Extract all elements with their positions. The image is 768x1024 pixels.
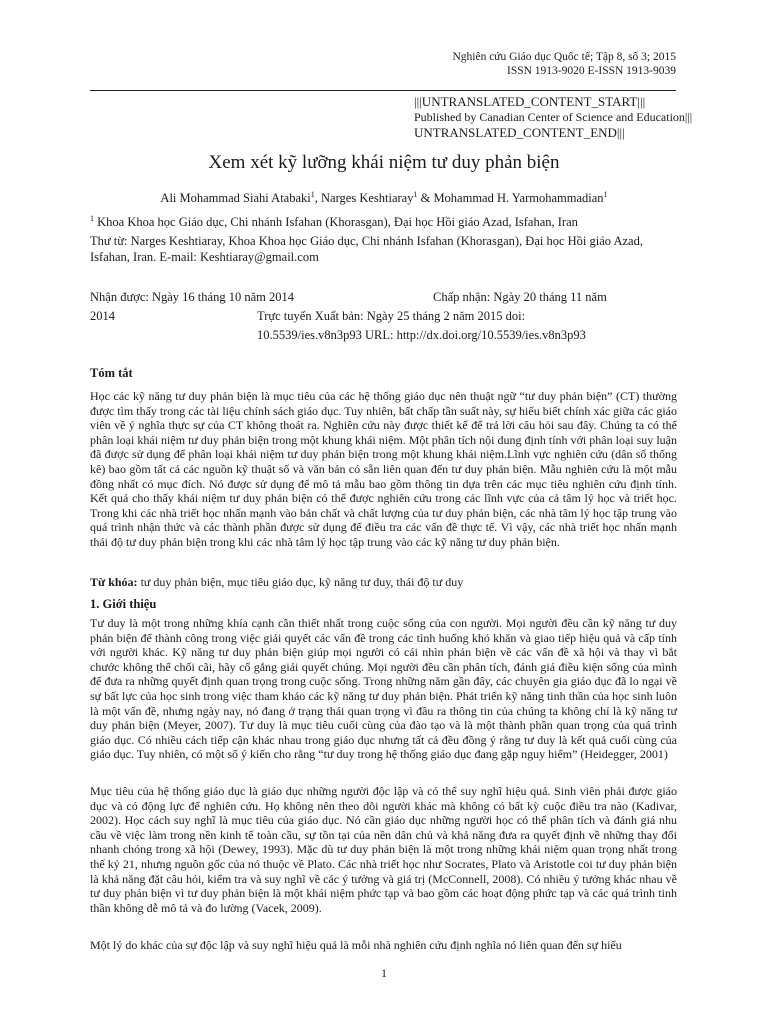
author-list — [0, 190, 768, 206]
intro-paragraph-3: Một lý do khác của sự độc lập và suy nghĩ hiệu quả là mỗi nhà nghiên cứu định nghĩa nó liên quan đến sự hiểu — [90, 938, 622, 952]
abstract-heading: Tóm tắt — [90, 366, 133, 380]
author-affiliation-mark: 1 — [413, 190, 418, 199]
author-name: Ali Mohammad Siahi Atabaki — [160, 191, 311, 206]
section-heading-introduction: 1. Giới thiệu — [90, 597, 157, 611]
author-name: , Narges Keshtiaray — [314, 191, 414, 206]
publisher-line: Published by Canadian Center of Science and Education||| — [414, 110, 693, 124]
paper-title: Xem xét kỹ lưỡng khái niệm tư duy phản biện — [208, 152, 560, 173]
received-date: Nhận được: Ngày 16 tháng 10 năm 2014 — [90, 290, 294, 304]
author-affiliation-mark: 1 — [310, 190, 315, 199]
intro-paragraph-1: Tư duy là một trong những khía cạnh cần thiết nhất trong cuộc sống của con người. Mọi người đều cần kỹ năng tư duy phản biện để thành công trong việc giải quyết các vấn đề trong các tình huống khó khăn và giao tiếp hiệu quả và cấp tính với người khác. Kỹ năng tư duy phản biện giúp mọi người có cái nhìn phản biện về các vấn đề xã hội và thay vì bắt chước không thể chối cãi, hãy cố gắng giải quyết chúng. Mọi người đều cần phân tích, đánh giá điều kiện sống của mình để đưa ra những quyết định quan trọng trong cuộc sống. Trong những năm gần đây, các chuyên gia giáo dục đã lo ngại về sự bất lực của học sinh trong việc tham khảo các kỹ năng tư duy phản biện. Phát triển kỹ năng tinh thần của học sinh luôn là một vấn đề, nhưng ngày nay, nó đang ở trạng thái quan trọng vì đầu ra thông tin của chúng ta không chỉ là kỹ năng tư duy phản biện (Meyer, 2007). Tư duy là mục tiêu cuối cùng của đào tạo và là một thành phần quan trọng của quá trình giáo dục. Có nhiều cách tiếp cận khác nhau trong giáo dục nhưng tất cả đều đồng ý rằng tư duy là kết quả cuối cùng của giáo dục. Tuy nhiên, có một số ý kiến cho rằng “tư duy trong hệ thống giáo dục đang gặp nguy hiểm” (Heidegger, 2001) — [90, 616, 677, 762]
untranslated-start-marker: |||UNTRANSLATED_CONTENT_START||| — [414, 94, 646, 109]
correspondence-line-1: Thư từ: Narges Keshtiaray, Khoa Khoa học Giáo dục, Chi nhánh Isfahan (Khorasgan), Đại học Hồi giáo Azad, — [90, 234, 643, 248]
keywords — [90, 575, 463, 590]
affiliation-mark: 1 — [90, 214, 94, 223]
doi-url: 10.5539/ies.v8n3p93 URL: http://dx.doi.org/10.5539/ies.v8n3p93 — [257, 328, 586, 342]
journal-info: Nghiên cứu Giáo dục Quốc tế; Tập 8, số 3; 2015 — [452, 51, 676, 63]
abstract-text: Học các kỹ năng tư duy phản biện là mục tiêu của các hệ thống giáo dục nên thuật ngữ “tư duy phản biện” (CT) thường được tìm thấy trong các tài liệu chính sách giáo dục. Tuy nhiên, bất chấp tần suất này, sự hiểu biết chính xác giữa các giáo viên về ý nghĩa thực sự của CT không thoát ra. Nghiên cứu này được thiết kế để trả lời câu hỏi sau đây. Chúng ta có thể phân loại khái niệm tư duy phản biện trong một khung khái niệm. Một phân tích nội dung định tính với phân loại suy luận đã được sử dụng để phân loại khái niệm tư duy phản biện trong một khung khái niệm.Lĩnh vực nghiên cứu (dân số thống kê) bao gồm tất cả các nguồn kỹ thuật số và văn bản có sẵn liên quan đến tư duy phản biện. Mẫu nghiên cứu là một mẫu đồng nhất có mục đích. Nó được sử dụng để mô tả mẫu bao gồm thông tin dựa trên các mục tiêu nghiên cứu định tính. Kết quả cho thấy khái niệm tư duy phản biện có thể được nghiên cứu trong các lĩnh vực của cả tâm lý học và triết học. Trong khi các nhà triết học nhấn mạnh vào bản chất và chất lượng của tư duy phản biện, các nhà tâm lý học tập trung vào quá trình nhận thức và các thành phần được sử dụng để điều tra các vấn đề thực tế. Vì vậy, các nhà triết học nhấn mạnh thái độ tư duy phản biện trong khi các nhà tâm lý học tập trung vào các kỹ năng tư duy phản biện. — [90, 389, 677, 549]
accepted-date: Chấp nhận: Ngày 20 tháng 11 năm — [433, 290, 607, 304]
affiliation — [90, 210, 676, 231]
issn-info: ISSN 1913-9020 E-ISSN 1913-9039 — [507, 65, 676, 77]
page-number: 1 — [381, 966, 387, 980]
online-date: Trực tuyến Xuất bản: Ngày 25 tháng 2 năm 2015 doi: — [257, 309, 526, 323]
keywords-text: tư duy phản biện, mục tiêu giáo dục, kỹ năng tư duy, thái độ tư duy — [137, 575, 464, 589]
intro-paragraph-2: Mục tiêu của hệ thống giáo dục là giáo dục những người độc lập và có thể suy nghĩ hiệu quả. Sinh viên phải được giáo dục và có động lực để nghiên cứu. Họ không nên theo dõi người khác mà không có bất kỳ cuộc điều tra nào (Kadivar, 2002). Học cách suy nghĩ là mục tiêu của giáo dục. Nó cần giáo dục những người học có thể phân tích và đánh giá nhu cầu về việc làm trong nền kinh tế toàn cầu, sự tồn tại của nền dân chủ và khả năng đưa ra quyết định về những thay đổi nhanh chóng trong xã hội (Dewey, 1993). Mặc dù tư duy phản biện là một trong những khái niệm quan trọng nhất trong thế kỷ 21, nhưng nguồn gốc của nó thuộc về Plato. Các nhà triết học như Socrates, Plato và Aristotle coi tư duy phản biện là khả năng đặt câu hỏi, kiểm tra và suy nghĩ về các ý tưởng và giá trị (McConnell, 2008). Có nhiều ý tưởng khác nhau về tư duy phản biện vì tư duy phản biện là một khái niệm phức tạp và bao gồm các hoạt động phức tạp và các quá trình tinh thần không dễ mô tả và đo lường (Vacek, 2009). — [90, 784, 677, 915]
header-rule — [90, 90, 676, 91]
untranslated-end-marker: UNTRANSLATED_CONTENT_END||| — [414, 125, 625, 140]
affiliation-text: Khoa Khoa học Giáo dục, Chi nhánh Isfahan (Khorasgan), Đại học Hồi giáo Azad, Isfahan, Iran — [94, 215, 578, 230]
author-name: & Mohammad H. Yarmohammadian — [417, 191, 604, 206]
accepted-year: 2014 — [90, 309, 115, 323]
correspondence-line-2: Isfahan, Iran. E-mail: Keshtiaray@gmail.com — [90, 250, 319, 264]
keywords-label: Từ khóa: — [90, 575, 138, 589]
author-affiliation-mark: 1 — [603, 190, 608, 199]
